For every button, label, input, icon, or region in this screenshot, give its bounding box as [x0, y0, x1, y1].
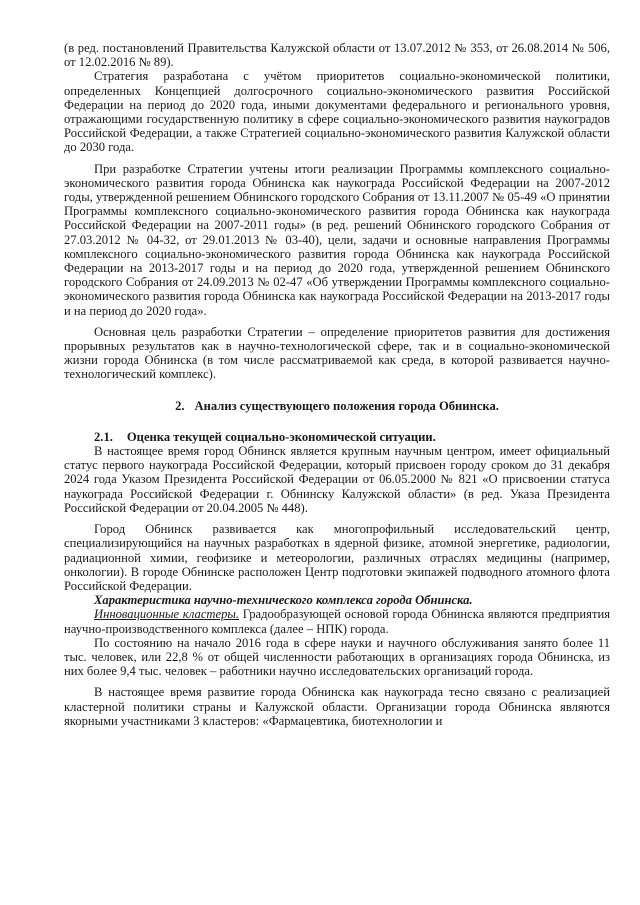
clusters-text: Градообразующей основой города Обнинска являются предприятия научно-производственного комплекса (далее – НПК) города.	[64, 607, 610, 636]
section-heading	[64, 399, 610, 413]
paragraph-amendments: (в ред. постановлений Правительства Калужской области от 13.07.2012 № 353, от 26.08.2014 № 506, от 12.02.2016 № 89).	[64, 41, 610, 70]
italic-heading-complex: Характеристика научно-технического комплекса города Обнинска.	[94, 593, 473, 608]
paragraph-main-goal: Основная цель разработки Стратегии – определение приоритетов развития для достижения прорывных результатов как в научно-технологической сфере, так и в социально-экономической жизни города Обнинска (в том числе рассматриваемой как среда, в которой развивается научно-технологический комплекс).	[64, 324, 610, 382]
paragraph-strategy-basis: Стратегия разработана с учётом приоритетов социально-экономической политики, определенных Концепцией долгосрочного социально-экономического развития Российской Федерации на период до 2020 года, иными документами федерального и регионального уровня, отражающими государственную политику в сфере социально-экономического развития наукоградов Российской Федерации, а также Стратегией социально-экономического развития Калужской области до 2030 года.	[64, 69, 610, 155]
paragraph-research-center: Город Обнинск развивается как многопрофильный исследовательский центр, специализирующийся на научных разработках в ядерной физике, атомной энергетике, радиологии, радиационной химии, геофизике и метеорологии, различных отраслях медицины (например, онкологии). В городе Обнинске расположен Центр подготовки экипажей подводного атомного флота Российской Федерации.	[64, 522, 610, 593]
paragraph-clusters	[64, 607, 610, 635]
paragraph-program-results: При разработке Стратегии учтены итоги реализации Программы комплексного социально-экономического развития города Обнинска как наукограда Российской Федерации на 2007-2012 годы, утвержденной решением Обнинского городского Собрания от 13.11.2007 № 05-49 «О принятии Программы комплексного социально-экономического развития города Обнинска как наукограда Российской Федерации на 2007-2011 годы» (в ред. решений Обнинского городского Собрания от 27.03.2012 № 04-32, от 29.01.2013 № 03-40), цели, задачи и основные направления Программы комплексного социально-экономического развития города Обнинска как наукограда Российской Федерации на 2013-2017 годы и на период до 2020 года, утвержденной решением Обнинского городского Собрания от 24.09.2013 № 02-47 «Об утверждении Программы комплексного социально-экономического развития города Обнинска как наукограда Российской Федерации на 2013-2017 годы и на период до 2020 года».	[64, 161, 610, 318]
section-number: 2.	[175, 398, 185, 413]
paragraph-cluster-policy: В настоящее время развитие города Обнинска как наукограда тесно связано с реализацией кластерной политики страны и Калужской области. Организации города Обнинска являются якорными участниками 3 кластеров: «Фармацевтика, биотехнологии и	[64, 685, 610, 728]
paragraph-science-city-status: В настоящее время город Обнинск является крупным научным центром, имеет официальный статус первого наукограда Российской Федерации, который присвоен городу сроком до 31 декабря 2024 года Указом Президента Российской Федерации от 06.05.2000 № 821 «О присвоении статуса наукограда Российской Федерации г. Обнинску Калужской области» (в ред. Указа Президента Российской Федерации от 20.04.2005 № 448).	[64, 444, 610, 515]
subsection-heading	[64, 430, 610, 444]
section-title: Анализ существующего положения города Обнинска.	[194, 398, 499, 413]
clusters-lead: Инновационные кластеры.	[94, 607, 240, 622]
subsection-number: 2.1.	[94, 429, 113, 444]
subsection-title: Оценка текущей социально-экономической ситуации.	[126, 429, 436, 444]
paragraph-employment: По состоянию на начало 2016 года в сфере науки и научного обслуживания занято более 11 тыс. человек, или 22,8 % от общей численности работающих в организациях города Обнинска, из них более 9,4 тыс. человек – работники научно исследовательских организаций города.	[64, 635, 610, 679]
